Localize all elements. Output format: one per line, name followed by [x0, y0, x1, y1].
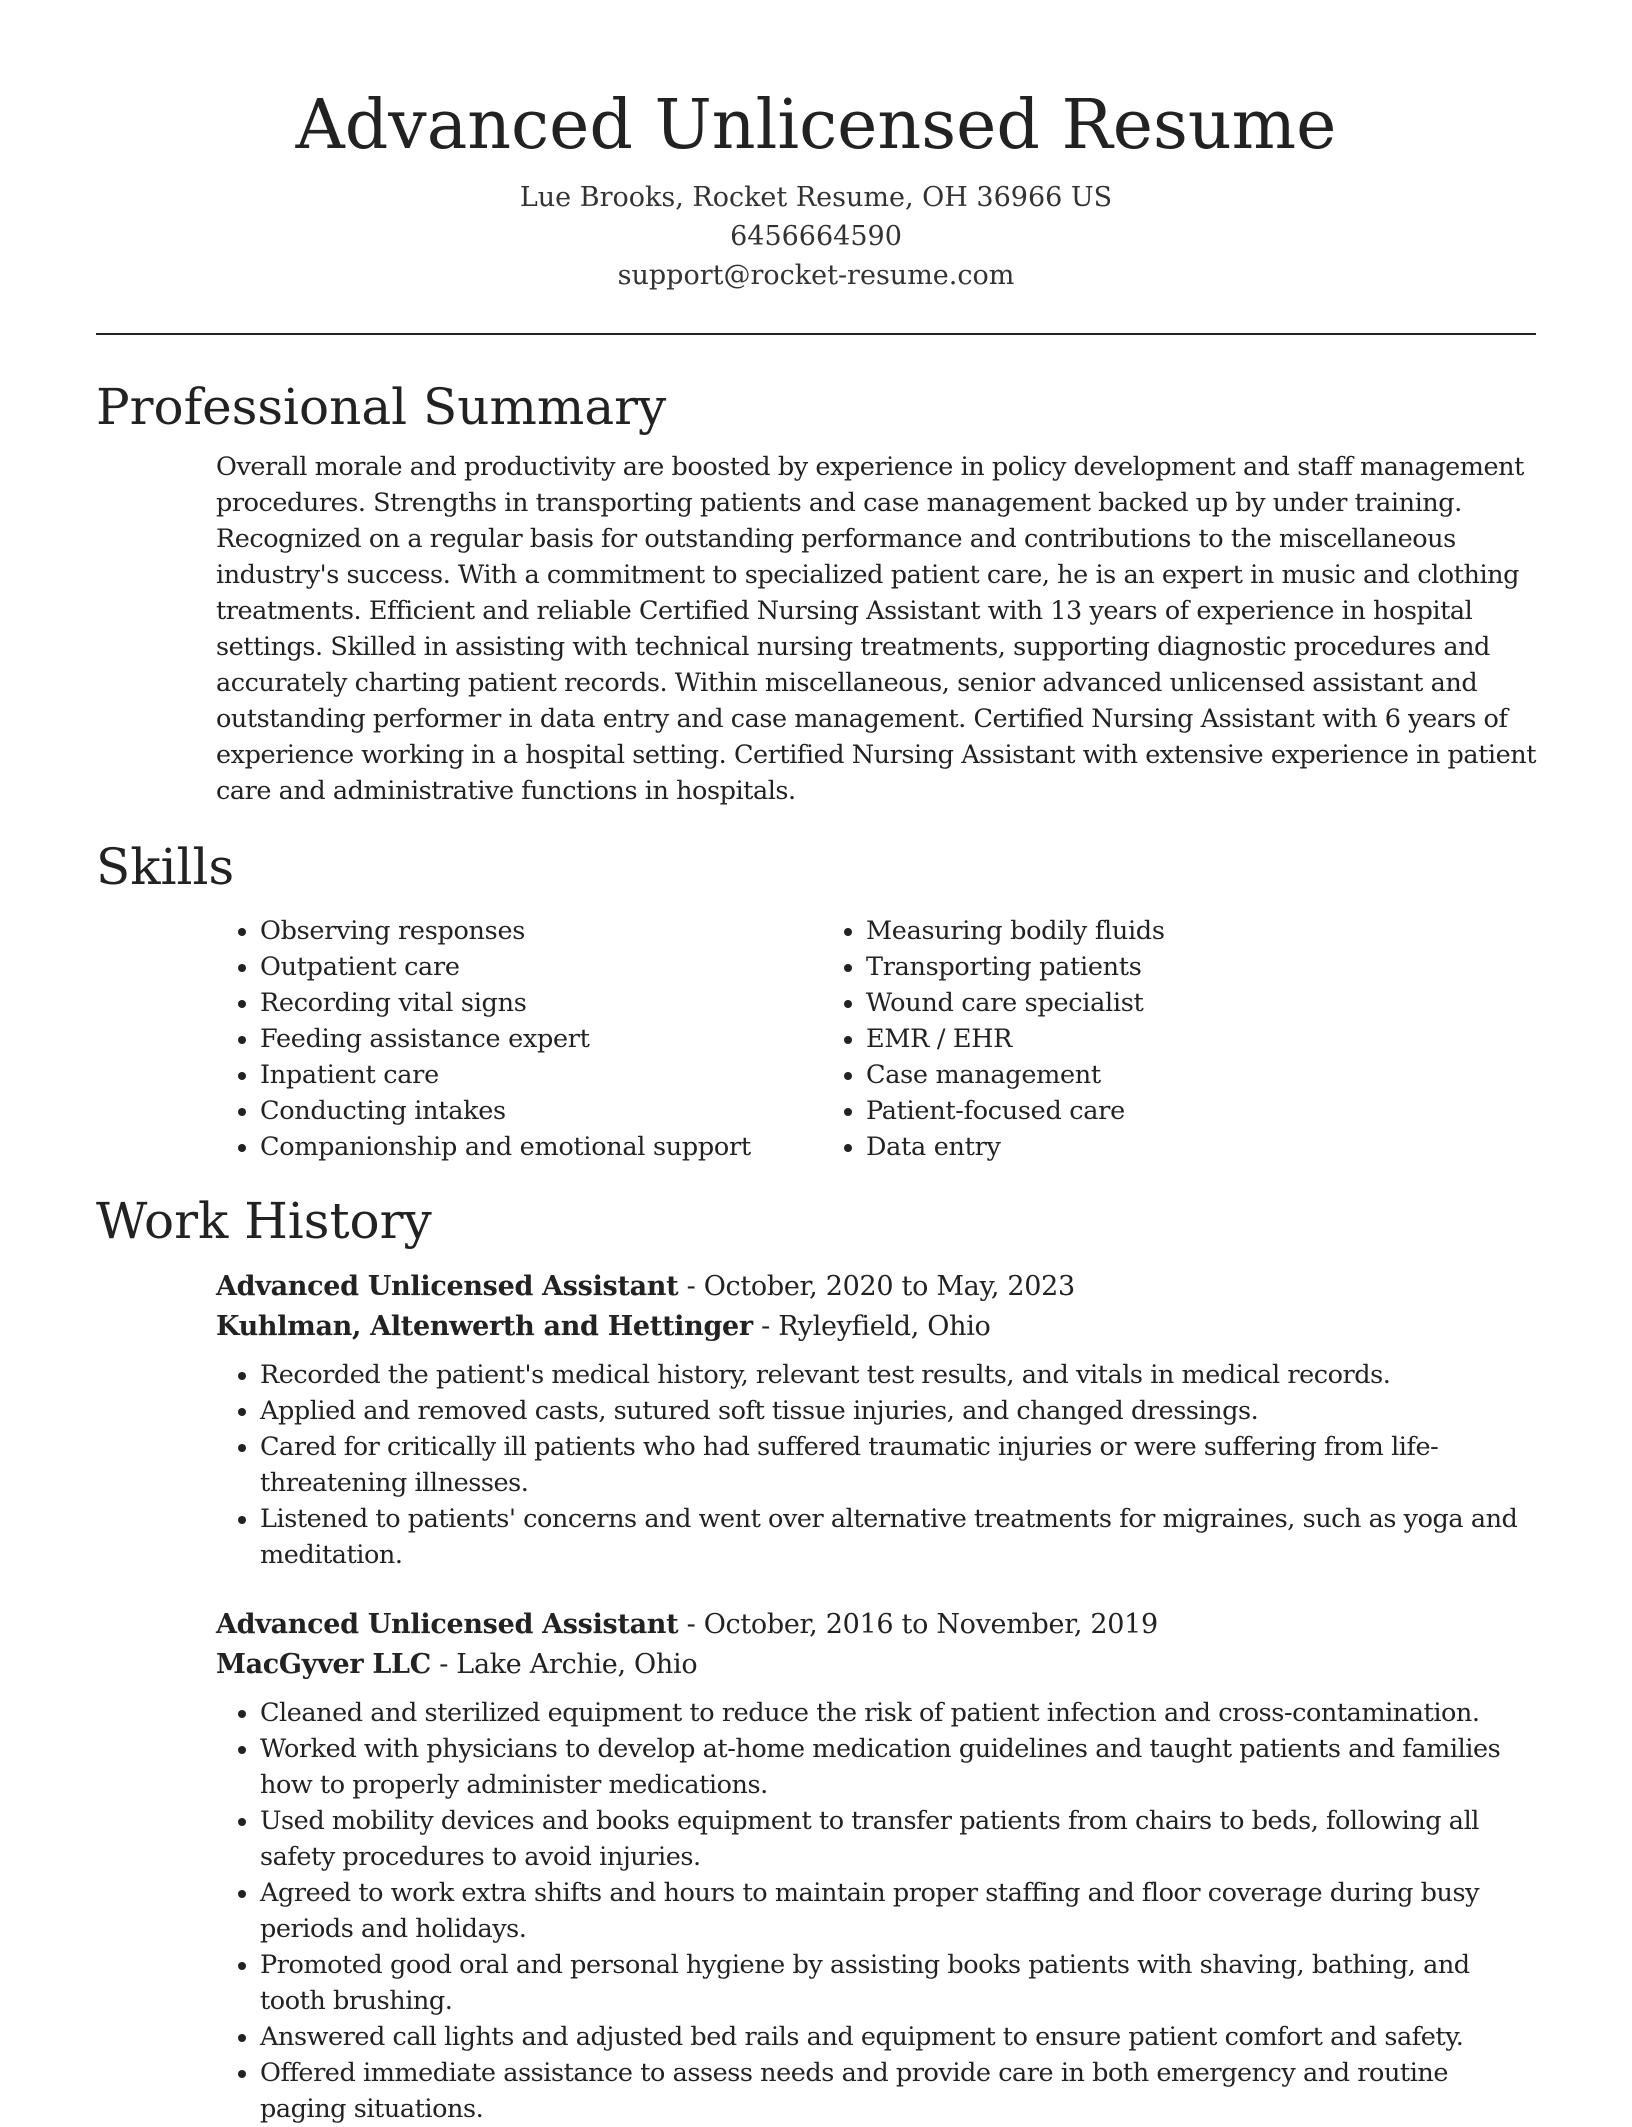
job-company: Kuhlman, Altenwerth and Hettinger [216, 1311, 753, 1342]
job-company-line [216, 1645, 1536, 1685]
skill-item: • Conducting intakes [260, 1093, 822, 1129]
resume-page [96, 0, 1536, 2127]
job-company: MacGyver LLC [216, 1649, 431, 1680]
job-duties [216, 1357, 1536, 1573]
skill-item: • Recording vital signs [260, 985, 822, 1021]
job-duty: • Cared for critically ill patients who had suffered traumatic injuries or were suffering from life-threatening illnesses. [260, 1429, 1536, 1501]
skill-item: • Data entry [866, 1129, 1428, 1165]
skills-column-right [822, 913, 1428, 1165]
work-history-heading: Work History [96, 1192, 432, 1250]
job-duty: • Recorded the patient's medical history, relevant test results, and vitals in medical records. [260, 1357, 1536, 1393]
job-entry [216, 1605, 1536, 2127]
skills-list [216, 913, 1536, 1165]
job-duty: • Worked with physicians to develop at-home medication guidelines and taught patients and families how to properly administer medications. [260, 1731, 1536, 1803]
job-location: - Ryleyfield, Ohio [752, 1311, 991, 1342]
job-duty: • Promoted good oral and personal hygiene by assisting books patients with shaving, bathing, and tooth brushing. [260, 1947, 1536, 2019]
skill-item: • Wound care specialist [866, 985, 1428, 1021]
header-divider [96, 333, 1536, 335]
skill-item: • Feeding assistance expert [260, 1021, 822, 1057]
job-title: Advanced Unlicensed Assistant [216, 1271, 679, 1302]
job-entry [216, 1267, 1536, 1573]
job-duty: • Applied and removed casts, sutured soft tissue injuries, and changed dressings. [260, 1393, 1536, 1429]
contact-phone: 6456664590 [730, 221, 902, 252]
skill-item: • Case management [866, 1057, 1428, 1093]
work-history-section [216, 1267, 1536, 2127]
skill-item: • Outpatient care [260, 949, 822, 985]
skill-item: • Patient-focused care [866, 1093, 1428, 1129]
job-duties [216, 1695, 1536, 2127]
job-title-line [216, 1267, 1536, 1307]
skill-item: • Inpatient care [260, 1057, 822, 1093]
job-duty: • Answered call lights and adjusted bed rails and equipment to ensure patient comfort and safety. [260, 2019, 1536, 2055]
skills-column-left [216, 913, 822, 1165]
job-duty: • Used mobility devices and books equipment to transfer patients from chairs to beds, following all safety procedures to avoid injuries. [260, 1803, 1536, 1875]
skill-item: • Observing responses [260, 913, 822, 949]
job-duty: • Listened to patients' concerns and went over alternative treatments for migraines, such as yoga and meditation. [260, 1501, 1536, 1573]
job-duty: • Cleaned and sterilized equipment to reduce the risk of patient infection and cross-contamination. [260, 1695, 1536, 1731]
skill-item: • Transporting patients [866, 949, 1428, 985]
skill-item: • Companionship and emotional support [260, 1129, 822, 1165]
skill-item: • EMR / EHR [866, 1021, 1428, 1057]
job-location: - Lake Archie, Ohio [430, 1649, 698, 1680]
job-dates: - October, 2016 to November, 2019 [678, 1609, 1158, 1640]
job-dates: - October, 2020 to May, 2023 [678, 1271, 1075, 1302]
skills-heading: Skills [96, 838, 235, 896]
job-title-line [216, 1605, 1536, 1645]
contact-address: Lue Brooks, Rocket Resume, OH 36966 US [519, 182, 1113, 213]
skill-item: • Measuring bodily fluids [866, 913, 1428, 949]
contact-info [96, 178, 1536, 295]
job-company-line [216, 1307, 1536, 1347]
summary-section [216, 449, 1536, 809]
summary-heading: Professional Summary [96, 378, 667, 436]
summary-text: Overall morale and productivity are boosted by experience in policy development and staff management procedures. Strengths in transporting patients and case management backed up by under training. Recognized on a regular basis for outstanding performance and contributions to the miscellaneous industry's success. With a commitment to specialized patient care, he is an expert in music and clothing treatments. Efficient and reliable Certified Nursing Assistant with 13 years of experience in hospital settings. Skilled in assisting with technical nursing treatments, supporting diagnostic procedures and accurately charting patient records. Within miscellaneous, senior advanced unlicensed assistant and outstanding performer in data entry and case management. Certified Nursing Assistant with 6 years of experience working in a hospital setting. Certified Nursing Assistant with extensive experience in patient care and administrative functions in hospitals. [216, 452, 1536, 806]
job-title: Advanced Unlicensed Assistant [216, 1609, 679, 1640]
job-duty: • Offered immediate assistance to assess needs and provide care in both emergency and routine paging situations. [260, 2055, 1536, 2127]
job-duty: • Agreed to work extra shifts and hours to maintain proper staffing and floor coverage during busy periods and holidays. [260, 1875, 1536, 1947]
contact-email: support@rocket-resume.com [617, 260, 1015, 291]
resume-title: Advanced Unlicensed Resume [295, 86, 1337, 165]
